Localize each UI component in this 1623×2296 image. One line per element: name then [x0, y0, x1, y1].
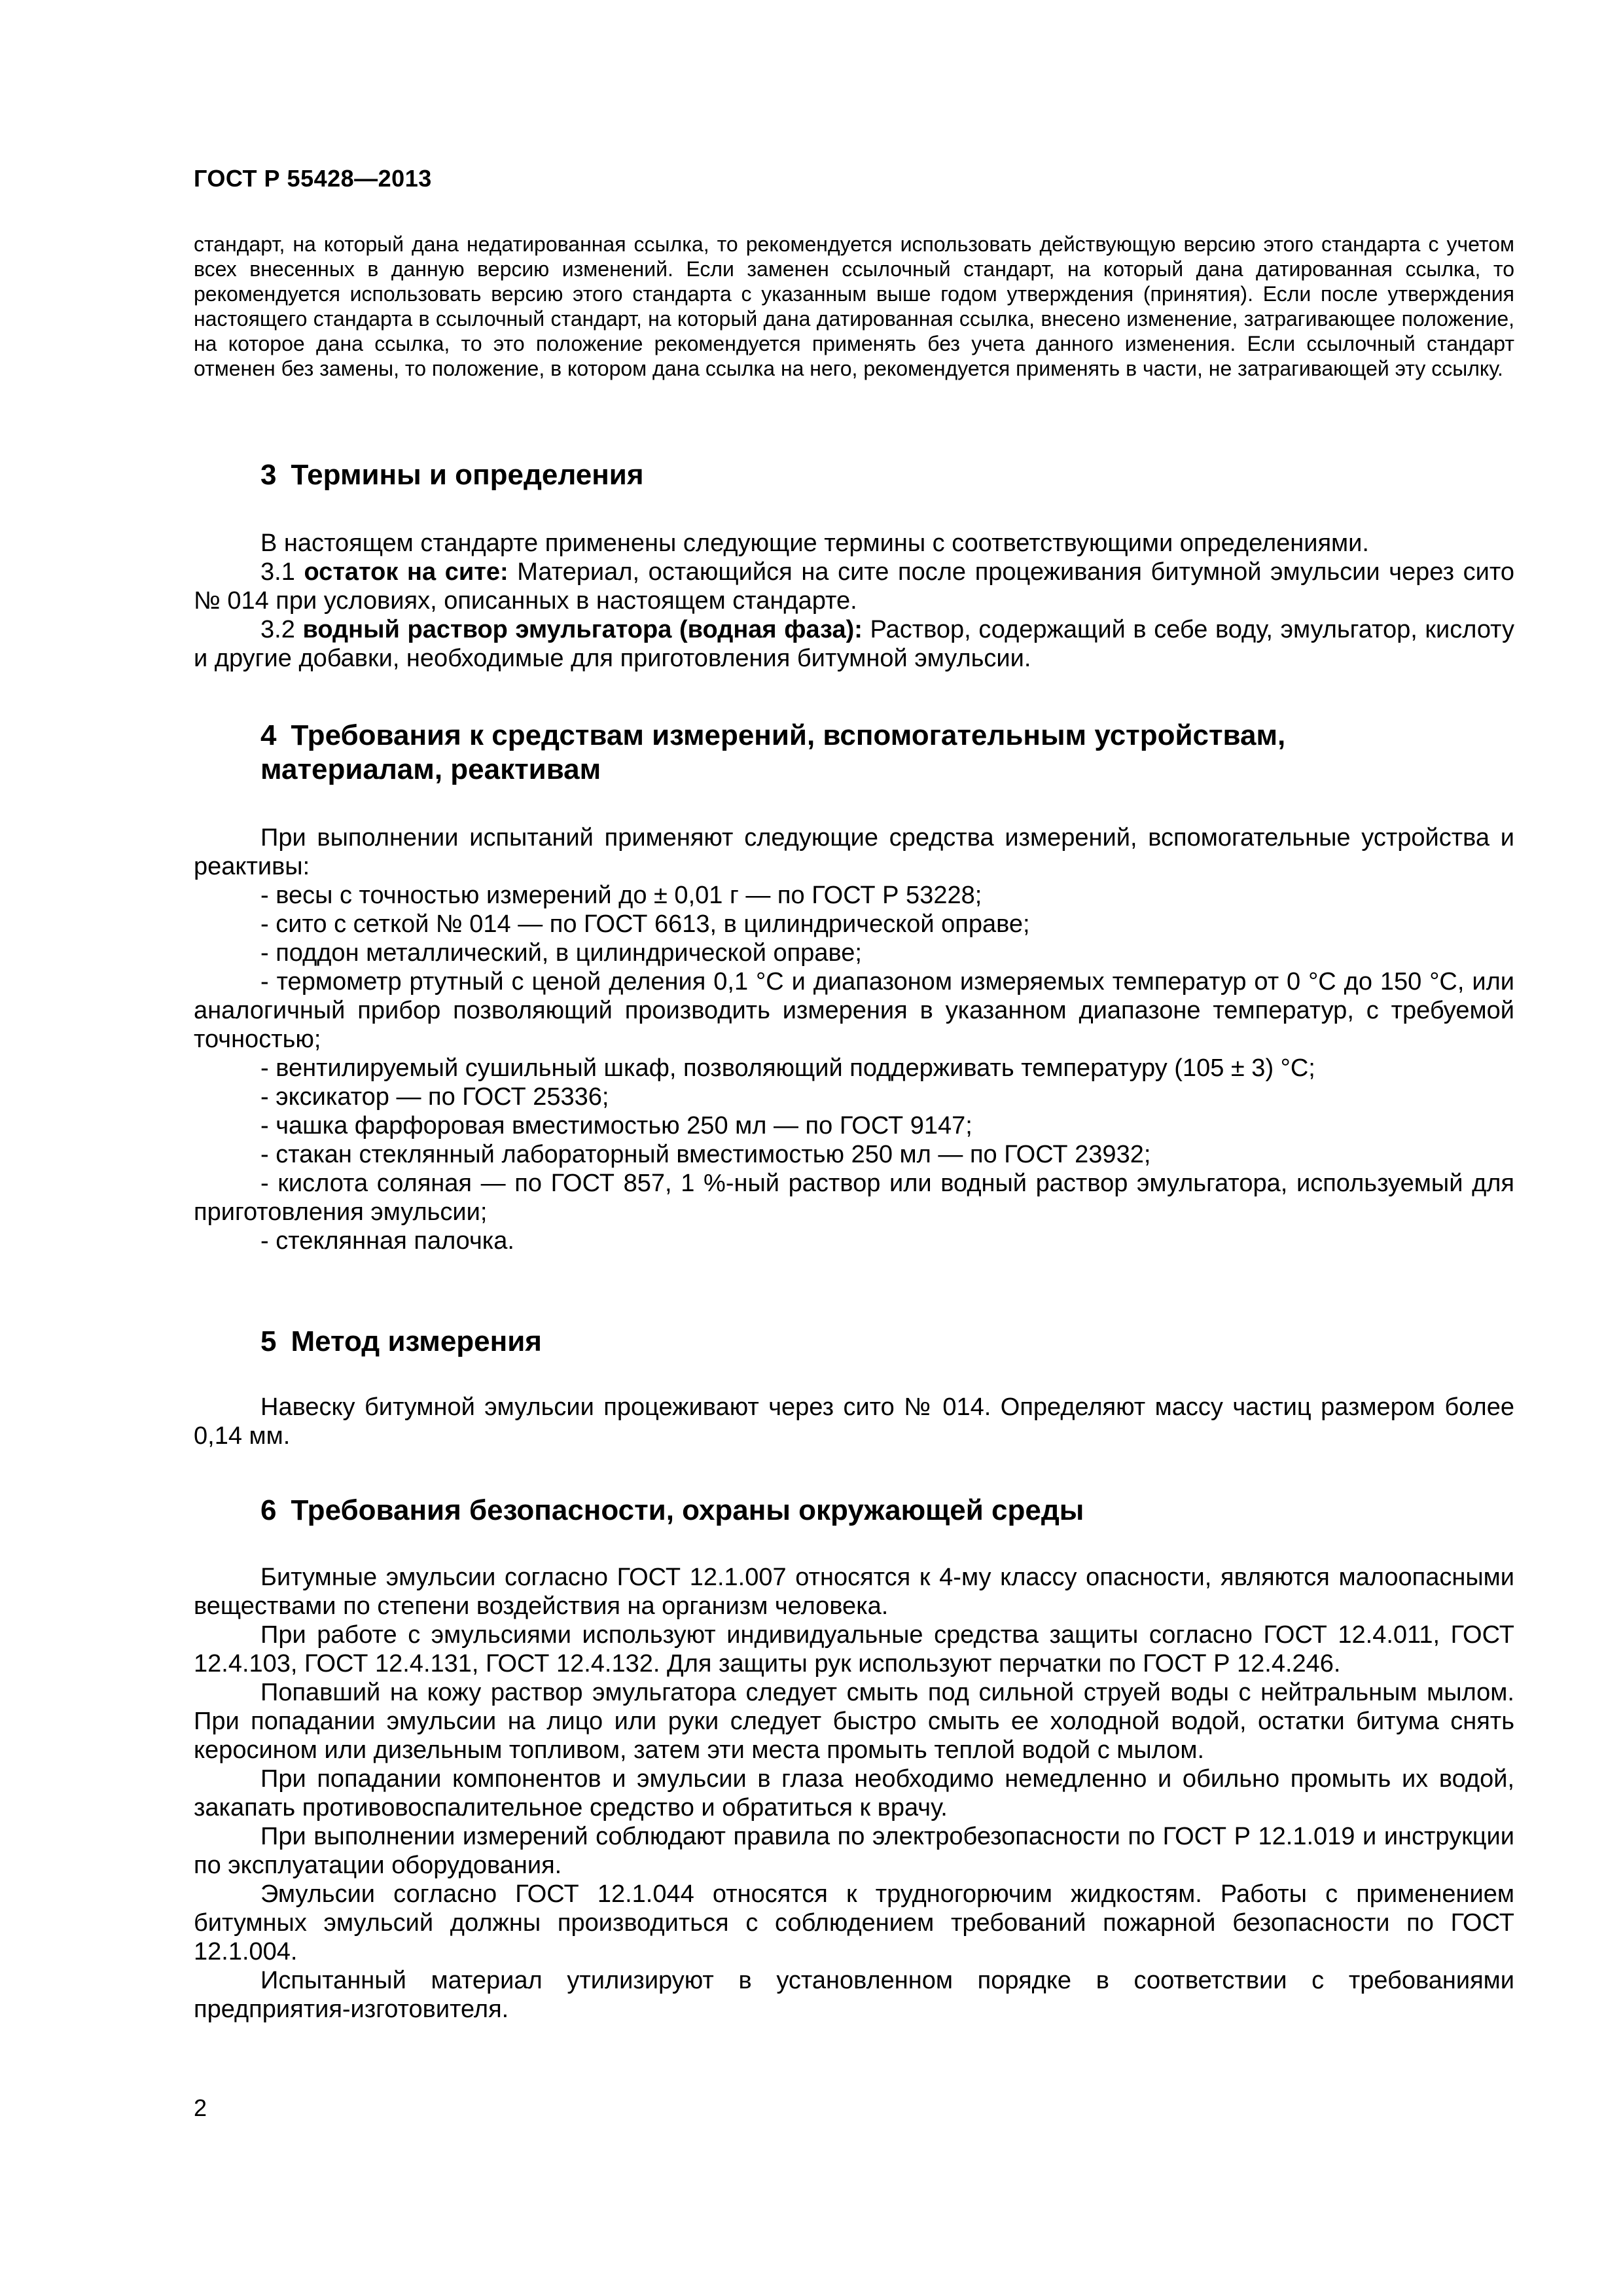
list-item: - чашка фарфоровая вместимостью 250 мл — по ГОСТ 9147;	[260, 1112, 972, 1139]
section-5-number: 5	[260, 1325, 277, 1357]
list-item: - весы с точностью измерений до ± 0,01 г — по ГОСТ Р 53228;	[260, 882, 982, 909]
section-4-intro: При выполнении испытаний применяют следующие средства измерений, вспомогательные устройства и реактивы:	[194, 824, 1514, 880]
list-item: - стакан стеклянный лабораторный вместимостью 250 мл — по ГОСТ 23932;	[260, 1141, 1151, 1168]
section-6-paragraph: При работе с эмульсиями используют индивидуальные средства защиты согласно ГОСТ 12.4.011, ГОСТ 12.4.103, ГОСТ 12.4.131, ГОСТ 12.4.132. Для защиты рук используют перчатки по ГОСТ Р 12.4.246.	[194, 1621, 1514, 1677]
list-item: - термометр ртутный с ценой деления 0,1 °С и диапазоном измеряемых температур от 0 °С до 150 °С, или аналогичный прибор позволяющий производить измерения в указанном диапазоне температур, с требуемой точностью;	[194, 968, 1514, 1053]
section-4-title-line-1: Требования к средствам измерений, вспомогательным устройствам,	[291, 719, 1286, 751]
term-3-2-number: 3.2	[260, 616, 295, 643]
section-3-body	[194, 529, 1514, 673]
list-item: - эксикатор — по ГОСТ 25336;	[260, 1083, 609, 1111]
section-6-paragraph: При выполнении измерений соблюдают правила по электробезопасности по ГОСТ Р 12.1.019 и инструкции по эксплуатации оборудования.	[194, 1823, 1514, 1879]
section-5-text: Навеску битумной эмульсии процеживают через сито № 014. Определяют массу частиц размером более 0,14 мм.	[194, 1393, 1514, 1450]
term-3-2-term: водный раствор эмульгатора (водная фаза):	[302, 616, 863, 643]
section-4-title-line-2: материалам, реактивам	[260, 753, 601, 785]
term-3-2	[194, 615, 1514, 673]
term-3-2-definition: Раствор, содержащий в себе воду, эмульгатор, кислоту и другие добавки, необходимые для приготовления битумной эмульсии.	[194, 616, 1514, 672]
section-3-intro: В настоящем стандарте применены следующие термины с соответствующими определениями.	[260, 529, 1369, 557]
list-item: - стеклянная палочка.	[260, 1227, 514, 1255]
term-3-1-definition: Материал, остающийся на сите после процеживания битумной эмульсии через сито № 014 при условиях, описанных в настоящем стандарте.	[194, 558, 1514, 615]
section-6-body	[194, 1563, 1514, 2024]
list-item: - сито с сеткой № 014 — по ГОСТ 6613, в цилиндрической оправе;	[260, 910, 1030, 938]
list-item: - кислота соляная — по ГОСТ 857, 1 %-ный раствор или водный раствор эмульгатора, используемый для приготовления эмульсии;	[194, 1170, 1514, 1226]
term-3-1-number: 3.1	[260, 558, 295, 586]
section-5-title: Метод измерения	[291, 1325, 542, 1357]
section-6-number: 6	[260, 1494, 277, 1526]
intro-paragraph	[194, 232, 1514, 381]
section-6-paragraph: Испытанный материал утилизируют в установленном порядке в соответствии с требованиями предприятия-изготовителя.	[194, 1967, 1514, 2023]
section-3-title: Термины и определения	[291, 459, 644, 491]
section-6-paragraph: Битумные эмульсии согласно ГОСТ 12.1.007 относятся к 4-му классу опасности, являются малоопасными веществами по степени воздействия на организм человека.	[194, 1564, 1514, 1620]
section-4-heading	[260, 719, 1285, 787]
term-3-1	[194, 558, 1514, 615]
list-item: - поддон металлический, в цилиндрической оправе;	[260, 939, 862, 967]
section-5-heading	[260, 1325, 542, 1359]
section-4-body	[194, 823, 1514, 1255]
page-number: 2	[194, 2094, 207, 2121]
section-6-heading	[260, 1494, 1084, 1528]
document-header: ГОСТ Р 55428—2013	[194, 165, 432, 192]
term-3-1-term: остаток на сите:	[304, 558, 508, 586]
section-4-number: 4	[260, 719, 277, 751]
section-6-paragraph: При попадании компонентов и эмульсии в глаза необходимо немедленно и обильно промыть их водой, закапать противовоспалительное средство и обратиться к врачу.	[194, 1765, 1514, 1821]
section-6-paragraph: Попавший на кожу раствор эмульгатора следует смыть под сильной струей воды с нейтральным мылом. При попадании эмульсии на лицо или руки следует быстро смыть ее холодной водой, остатки битума снять керосином или дизельным топливом, затем эти места промыть теплой водой с мылом.	[194, 1679, 1514, 1764]
intro-text: стандарт, на который дана недатированная ссылка, то рекомендуется использовать действующую версию этого стандарта с учетом всех внесенных в данную версию изменений. Если заменен ссылочный стандарт, на который дана датированная ссылка, то рекомендуется использовать версию этого стандарта с указанным выше годом утверждения (принятия). Если после утверждения настоящего стандарта в ссылочный стандарт, на который дана датированная ссылка, внесено изменение, затрагивающее положение, на которое дана ссылка, то это положение рекомендуется применять без учета данного изменения. Если ссылочный стандарт отменен без замены, то положение, в котором дана ссылка на него, рекомендуется применять в части, не затрагивающей эту ссылку.	[194, 232, 1514, 380]
section-3-heading	[260, 458, 644, 492]
section-5-body	[194, 1393, 1514, 1450]
section-6-title: Требования безопасности, охраны окружающей среды	[291, 1494, 1084, 1526]
list-item: - вентилируемый сушильный шкаф, позволяющий поддерживать температуру (105 ± 3) °С;	[260, 1054, 1315, 1082]
section-3-number: 3	[260, 459, 277, 491]
section-6-paragraph: Эмульсии согласно ГОСТ 12.1.044 относятся к трудногорючим жидкостям. Работы с применением битумных эмульсий должны производиться с соблюдением требований пожарной безопасности по ГОСТ 12.1.004.	[194, 1880, 1514, 1965]
